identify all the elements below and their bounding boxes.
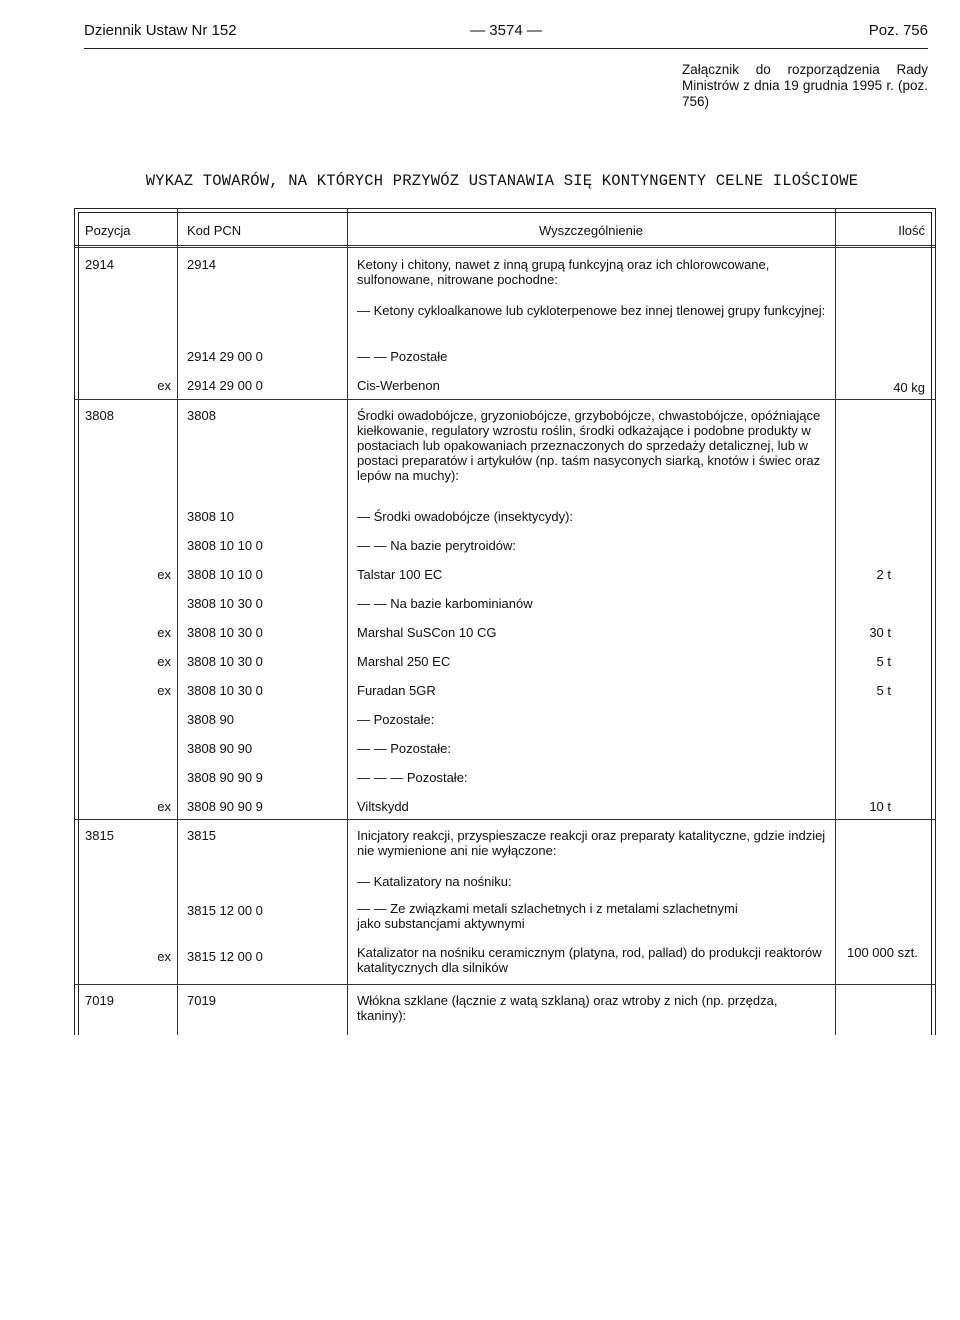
column-divider	[177, 209, 178, 1035]
table-row-pcn: 7019	[187, 993, 216, 1008]
table-row-position: 7019	[85, 993, 114, 1008]
table-row-description: — — Na bazie perytroidów:	[357, 538, 516, 553]
table-row-description: — — Ze związkami metali szlachetnych i z metalami szlachetnymi jako substancjami aktywnymi	[357, 901, 738, 931]
table-row-description: Marshal 250 EC	[357, 654, 451, 669]
table-row-description: — Środki owadobójcze (insektycydy):	[357, 509, 574, 524]
table-row-pcn: 2914 29 00 0	[187, 378, 263, 393]
quota-table	[74, 208, 936, 1035]
table-row-ex: ex	[157, 625, 171, 640]
table-row-pcn: 3808 10 10 0	[187, 538, 263, 553]
table-row-quantity: 100 000 szt.	[847, 945, 918, 960]
page-header	[84, 22, 928, 46]
table-row-description: Viltskydd	[357, 799, 409, 814]
table-row-description: — — — Pozostałe:	[357, 770, 468, 785]
table-row-pcn: 2914	[187, 257, 216, 272]
table-row-position: 3808	[85, 408, 114, 423]
table-row-ex: ex	[157, 949, 171, 964]
table-row-pcn: 2914 29 00 0	[187, 349, 263, 364]
table-row-position: 2914	[85, 257, 114, 272]
table-row-pcn: 3808 90 90 9	[187, 770, 263, 785]
column-divider	[835, 209, 836, 1035]
table-row-description: — Ketony cykloalkanowe lub cykloterpenowe bez innej tlenowej grupy funkcyjnej:	[357, 303, 826, 318]
page-number: — 3574 —	[470, 22, 542, 39]
table-row-pcn: 3815 12 00 0	[187, 903, 263, 918]
annex-note: Załącznik do rozporządzenia Rady Ministrów z dnia 19 grudnia 1995 r. (poz. 756)	[682, 62, 928, 109]
table-row-description: — — Pozostałe:	[357, 741, 451, 756]
table-row-pcn: 3808 10 10 0	[187, 567, 263, 582]
row-divider	[75, 399, 935, 400]
table-row-quantity: 10 t	[869, 799, 891, 814]
table-row-quantity: 5 t	[876, 654, 891, 669]
table-row-pcn: 3808 10 30 0	[187, 596, 263, 611]
table-row-ex: ex	[157, 567, 171, 582]
table-row-position: 3815	[85, 828, 114, 843]
row-divider	[75, 819, 935, 820]
header-divider	[75, 245, 935, 248]
table-row-description: — Katalizatory na nośniku:	[357, 874, 512, 889]
table-row-ex: ex	[157, 799, 171, 814]
table-row-pcn: 3808 10 30 0	[187, 625, 263, 640]
position-number: Poz. 756	[868, 22, 928, 39]
table-row-pcn: 3808 90 90	[187, 741, 253, 756]
table-row-pcn: 3815 12 00 0	[187, 949, 263, 964]
table-row-pcn: 3815	[187, 828, 216, 843]
table-row-quantity: 5 t	[876, 683, 891, 698]
table-row-description: — — Pozostałe	[357, 349, 448, 364]
table-row-ex: ex	[157, 683, 171, 698]
table-row-ex: ex	[157, 654, 171, 669]
table-row-description: Furadan 5GR	[357, 683, 436, 698]
table-row-description: Środki owadobójcze, gryzoniobójcze, grzybobójcze, chwastobójcze, opóźniające kiełkowanie, regulatory wzrostu roślin, środki odkażające i podobne produkty w postaciach lub opakowaniach przeznaczonych do sprzedaży detalicznej, lub w postaci preparatów i artykułów (np. taśm nasyconych siarką, knotów i świec oraz lepów na muchy):	[357, 408, 821, 483]
row-divider	[75, 984, 935, 985]
header-rule	[84, 48, 928, 49]
table-row-pcn: 3808 10	[187, 509, 234, 524]
table-row-quantity: 2 t	[876, 567, 891, 582]
table-row-ex: ex	[157, 378, 171, 393]
table-row-description: Cis-Werbenon	[357, 378, 440, 393]
table-row-pcn: 3808 90 90 9	[187, 799, 263, 814]
table-row-quantity: 40 kg	[893, 380, 925, 395]
table-row-pcn: 3808 90	[187, 712, 234, 727]
journal-title: Dziennik Ustaw Nr 152	[84, 22, 237, 39]
table-row-pcn: 3808 10 30 0	[187, 683, 263, 698]
table-row-description: Marshal SuSCon 10 CG	[357, 625, 497, 640]
table-row-pcn: 3808	[187, 408, 216, 423]
column-divider	[347, 209, 348, 1035]
table-row-pcn: 3808 10 30 0	[187, 654, 263, 669]
table-row-description: Talstar 100 EC	[357, 567, 443, 582]
table-row-description: Ketony i chitony, nawet z inną grupą funkcyjną oraz ich chlorowcowane, sulfonowane, nitrowane pochodne:	[357, 257, 770, 287]
header-description: Wyszczególnienie	[539, 223, 643, 238]
header-position: Pozycja	[85, 223, 131, 238]
table-row-quantity: 30 t	[869, 625, 891, 640]
table-row-description: — — Na bazie karbominianów	[357, 596, 533, 611]
table-row-description: Włókna szklane (łącznie z watą szklaną) oraz wtroby z nich (np. przędza, tkaniny):	[357, 993, 778, 1023]
table-row-description: Inicjatory reakcji, przyspieszacze reakcji oraz preparaty katalityczne, gdzie indziej nie wymienione ani nie wyłączone:	[357, 828, 826, 858]
header-pcn-code: Kod PCN	[187, 223, 242, 238]
table-row-description: Katalizator na nośniku ceramicznym (platyna, rod, pallad) do produkcji reaktorów katalitycznych dla silników	[357, 945, 822, 975]
document-title: WYKAZ TOWARÓW, NA KTÓRYCH PRZYWÓZ USTANAWIA SIĘ KONTYNGENTY CELNE ILOŚCIOWE	[145, 172, 859, 190]
header-quantity: Ilość	[898, 223, 925, 238]
table-row-description: — Pozostałe:	[357, 712, 435, 727]
